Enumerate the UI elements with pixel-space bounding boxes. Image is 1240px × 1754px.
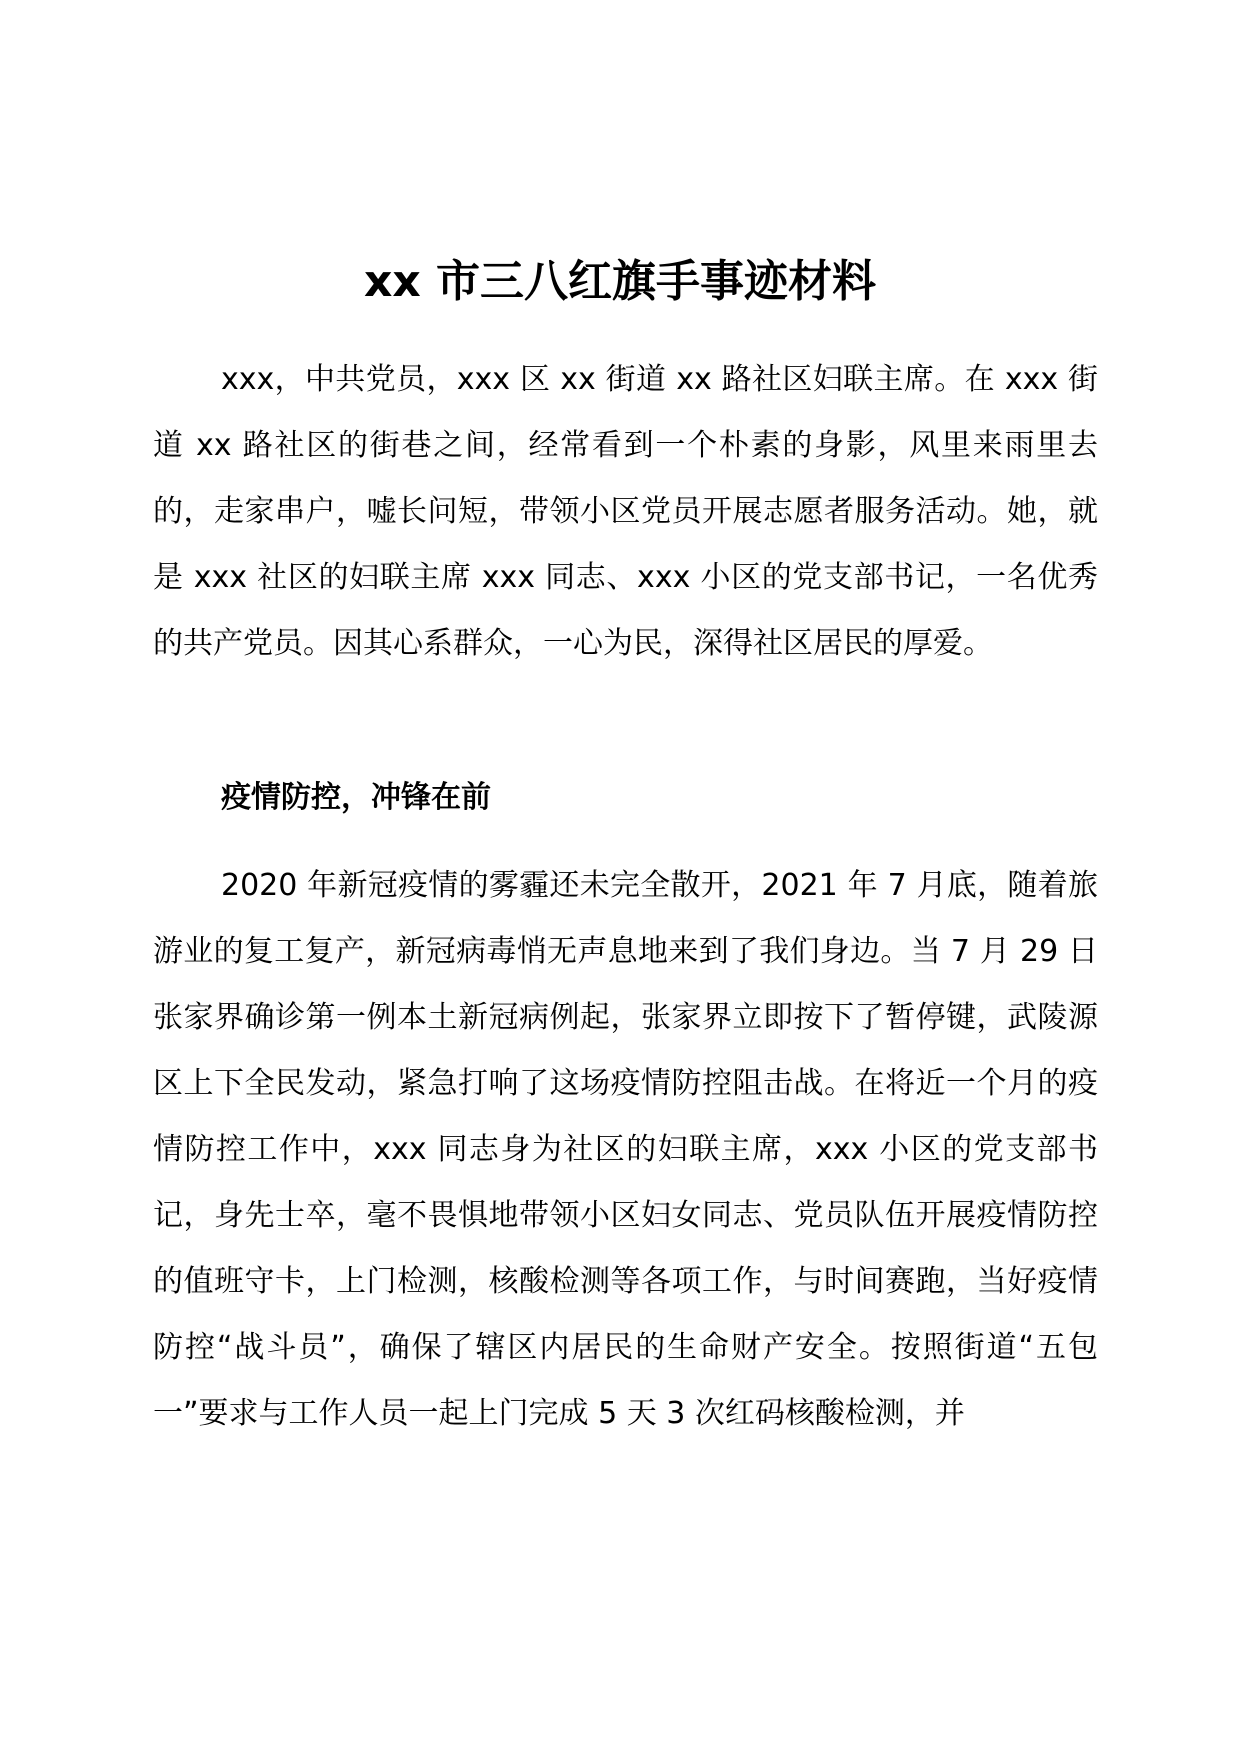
section-paragraph: 2020 年新冠疫情的雾霾还未完全散开，2021 年 7 月底，随着旅游业的复工复产，新冠病毒悄无声息地来到了我们身边。当 7 月 29 日张家界确诊第一例本土新冠病例起，张家界立即按下了暂停键，武陵源区上下全民发动，紧急打响了这场疫情防控阻击战。在将近一个月的疫情防控工作中，xxx 同志身为社区的妇联主席，xxx 小区的党支部书记，身先士卒，毫不畏惧地带领小区妇女同志、党员队伍开展疫情防控的值班守卡，上门检测，核酸检测等各项工作，与时间赛跑，当好疫情防控“战斗员”，确保了辖区内居民的生命财产安全。按照街道“五包一”要求与工作人员一起上门完成 5 天 3 次红码核酸检测，并: [153, 868, 1098, 1431]
document-title: xx 市三八红旗手事迹材料: [363, 256, 877, 307]
intro-paragraph: xxx，中共党员，xxx 区 xx 街道 xx 路社区妇联主席。在 xxx 街道 xx 路社区的街巷之间，经常看到一个朴素的身影，风里来雨里去的，走家串户，嘘长问短，带领小区党员开展志愿者服务活动。她，就是 xxx 社区的妇联主席 xxx 同志、xxx 小区的党支部书记，一名优秀的共产党员。因其心系群众，一心为民，深得社区居民的厚爱。: [153, 362, 1098, 661]
document-body: [153, 347, 1098, 1447]
section-heading: 疫情防控，冲锋在前: [221, 780, 491, 815]
